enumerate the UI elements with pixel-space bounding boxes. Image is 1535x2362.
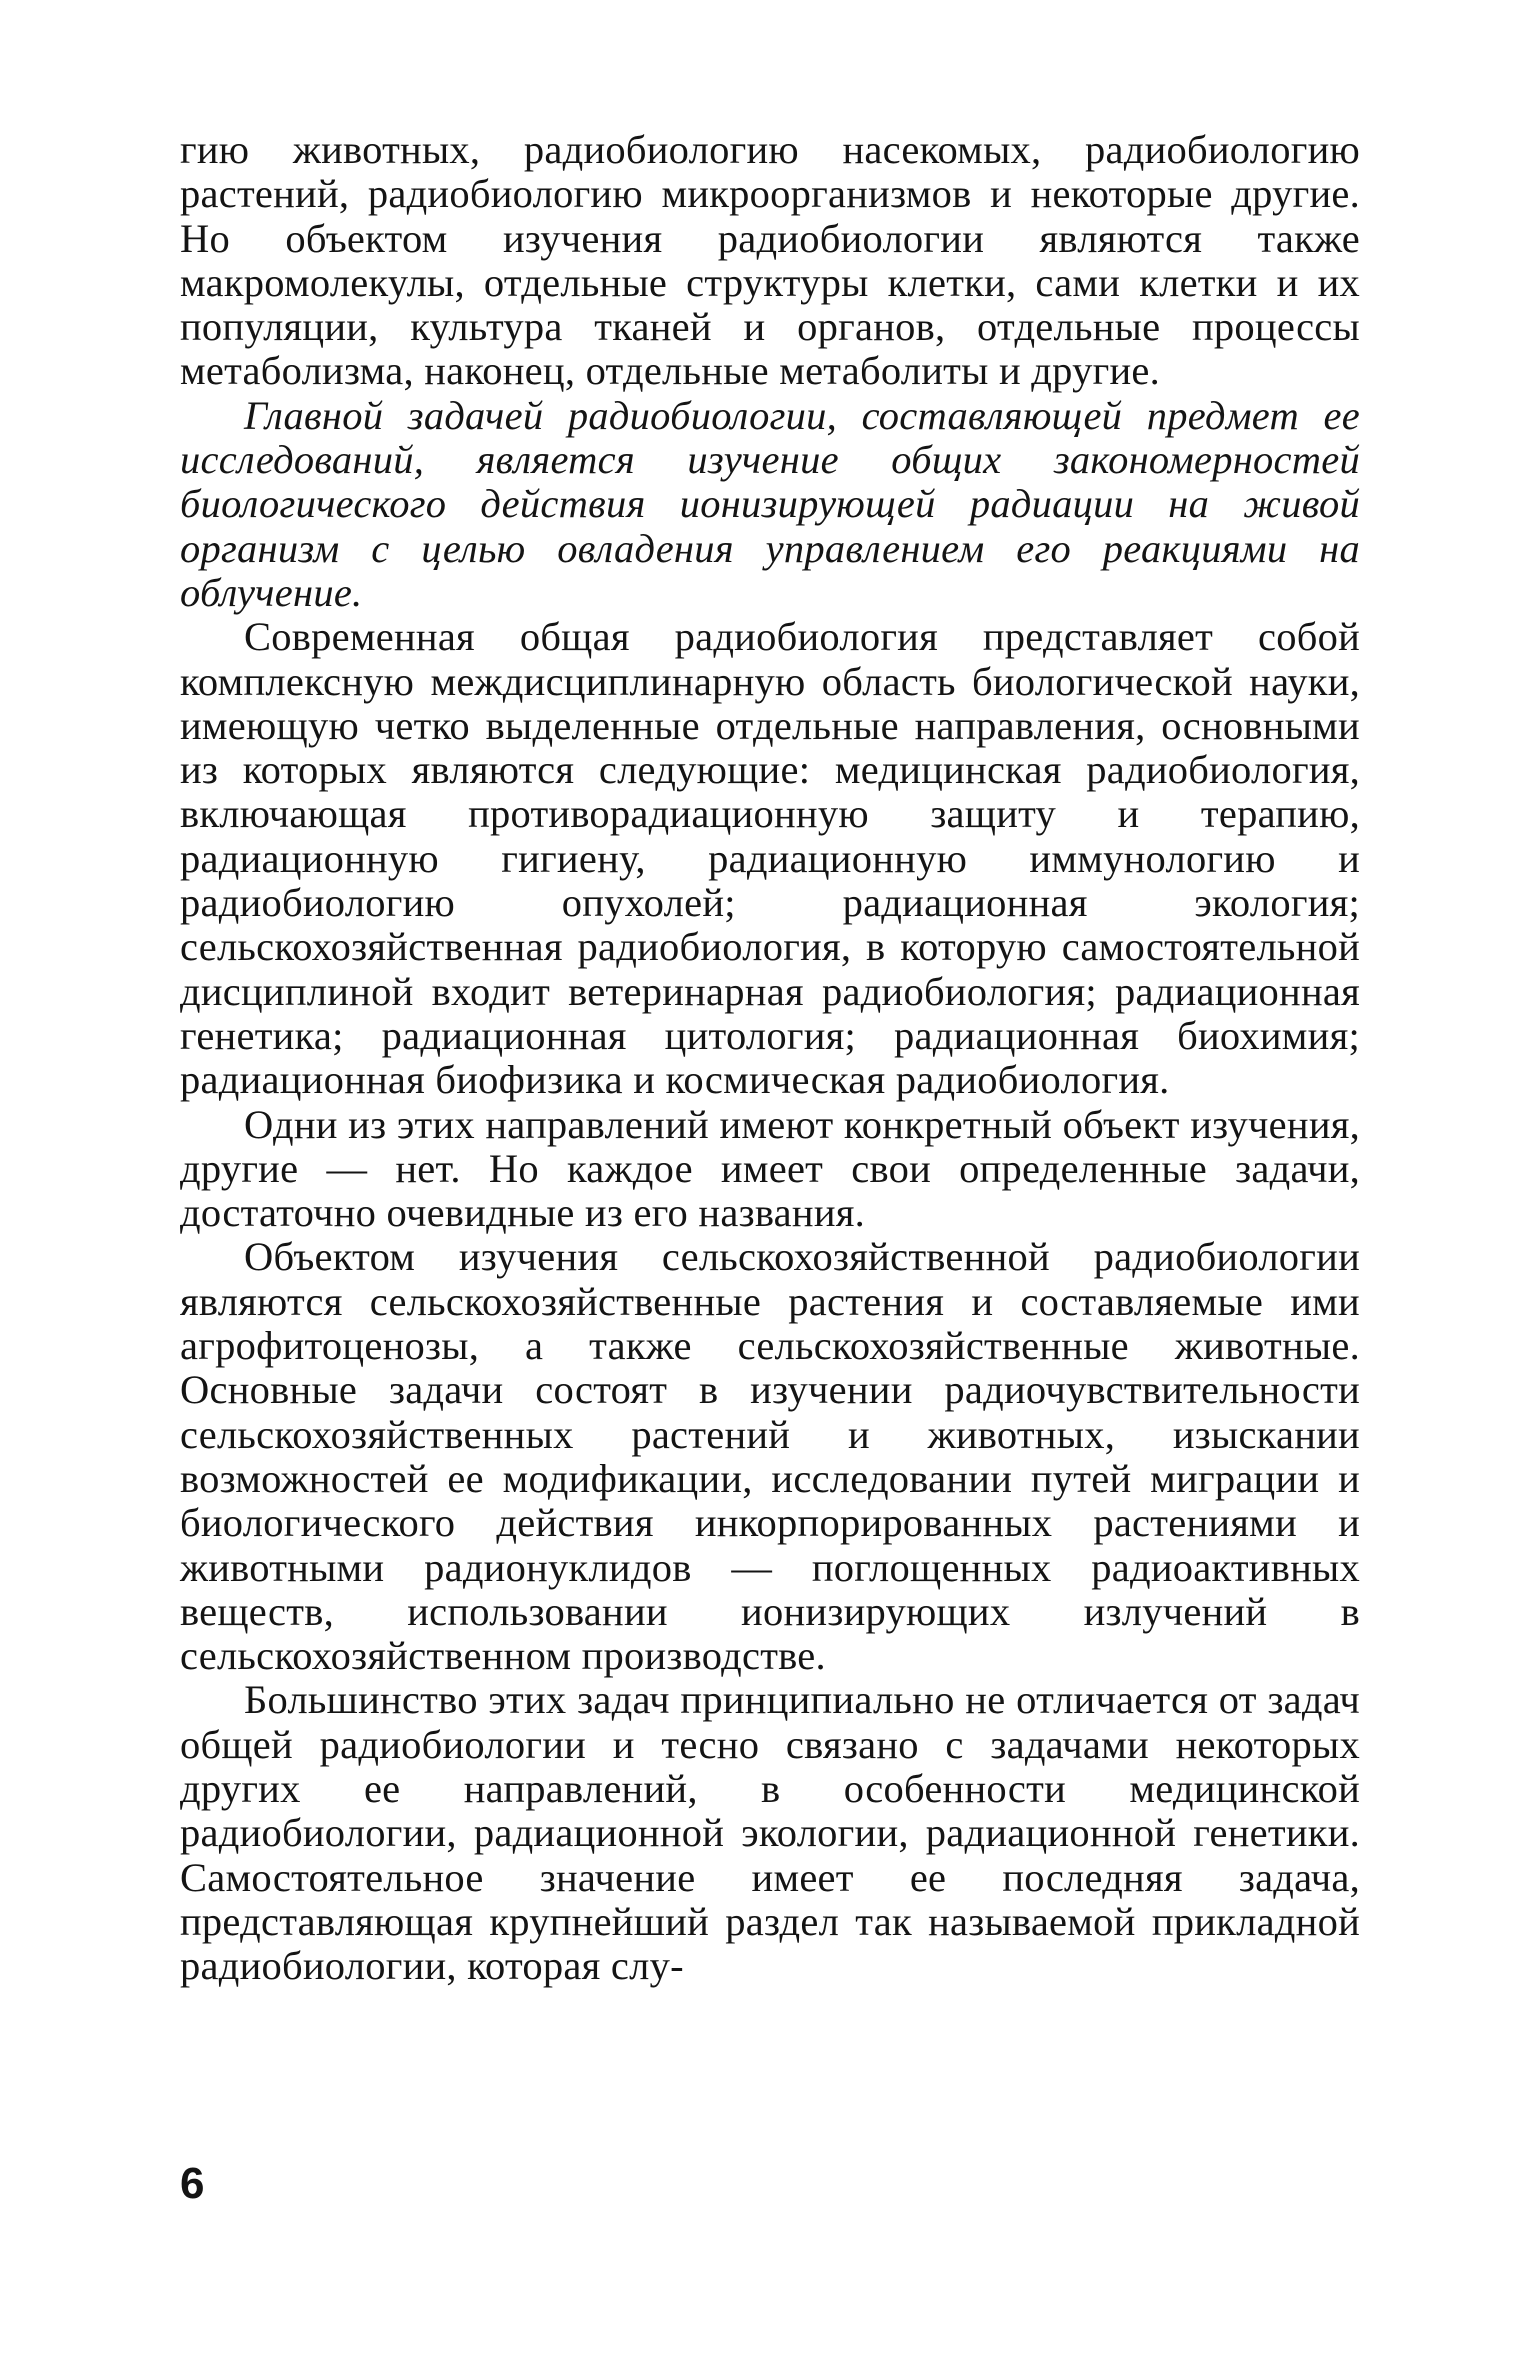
page-number: 6 bbox=[180, 2159, 205, 2208]
paragraph-modern-radiobiology: Современная общая радиобиология представляет собой комплексную междисциплинарную область биологической науки, имеющую четко выделенные отдельные направления, основными из которых являются следующие: медицинская радиобиология, включающая противорадиационную защиту и терапию, радиационную гигиену, радиационную иммунологию и радиобиологию опухолей; радиационная экология; сельскохозяйственная радиобиология, в которую самостоятельной дисциплиной входит ветеринарная радиобиология; радиационная генетика; радиационная цитология; радиационная биохимия; радиационная биофизика и космическая радиобиология. bbox=[180, 614, 1360, 1103]
paragraph-continuation: гию животных, радиобиологию насекомых, радиобиологию растений, радиобиологию микроорганизмов и некоторые другие. Но объектом изучения радиобиологии являются также макромолекулы, отдельные структуры клетки, сами клетки и их популяции, культура тканей и органов, отдельные процессы метаболизма, наконец, отдельные метаболиты и другие. bbox=[180, 127, 1360, 394]
paragraph-directions-objects: Одни из этих направлений имеют конкретный объект изучения, другие — нет. Но каждое имеет свои определенные задачи, достаточно очевидные из его названия. bbox=[180, 1101, 1360, 1236]
paragraph-agricultural-radiobiology: Объектом изучения сельскохозяйственной радиобиологии являются сельскохозяйственные растения и составляемые ими агрофитоценозы, а также сельскохозяйственные животные. Основные задачи состоят в изучении радиочувствительности сельскохозяйственных растений и животных, изыскании возможностей ее модификации, исследовании путей миграции и биологического действия инкорпорированных растениями и животными радионуклидов — поглощенных радиоактивных веществ, использовании ионизирующих излучений в сельскохозяйственном производстве. bbox=[180, 1234, 1360, 1679]
page-text-body bbox=[180, 128, 1360, 1988]
paragraph-main-task-italic: Главной задачей радиобиологии, составляющей предмет ее исследований, является изучение общих закономерностей биологического действия ионизирующей радиации на живой организм с целью овладения управлением его реакциями на облучение. bbox=[180, 392, 1360, 615]
paragraph-most-tasks: Большинство этих задач принципиально не отличается от задач общей радиобиологии и тесно связано с задачами некоторых других ее направлений, в особенности медицинской радиобиологии, радиационной экологии, радиационной генетики. Самостоятельное значение имеет ее последняя задача, представляющая крупнейший раздел так называемой прикладной радиобиологии, которая слу- bbox=[180, 1677, 1360, 1989]
